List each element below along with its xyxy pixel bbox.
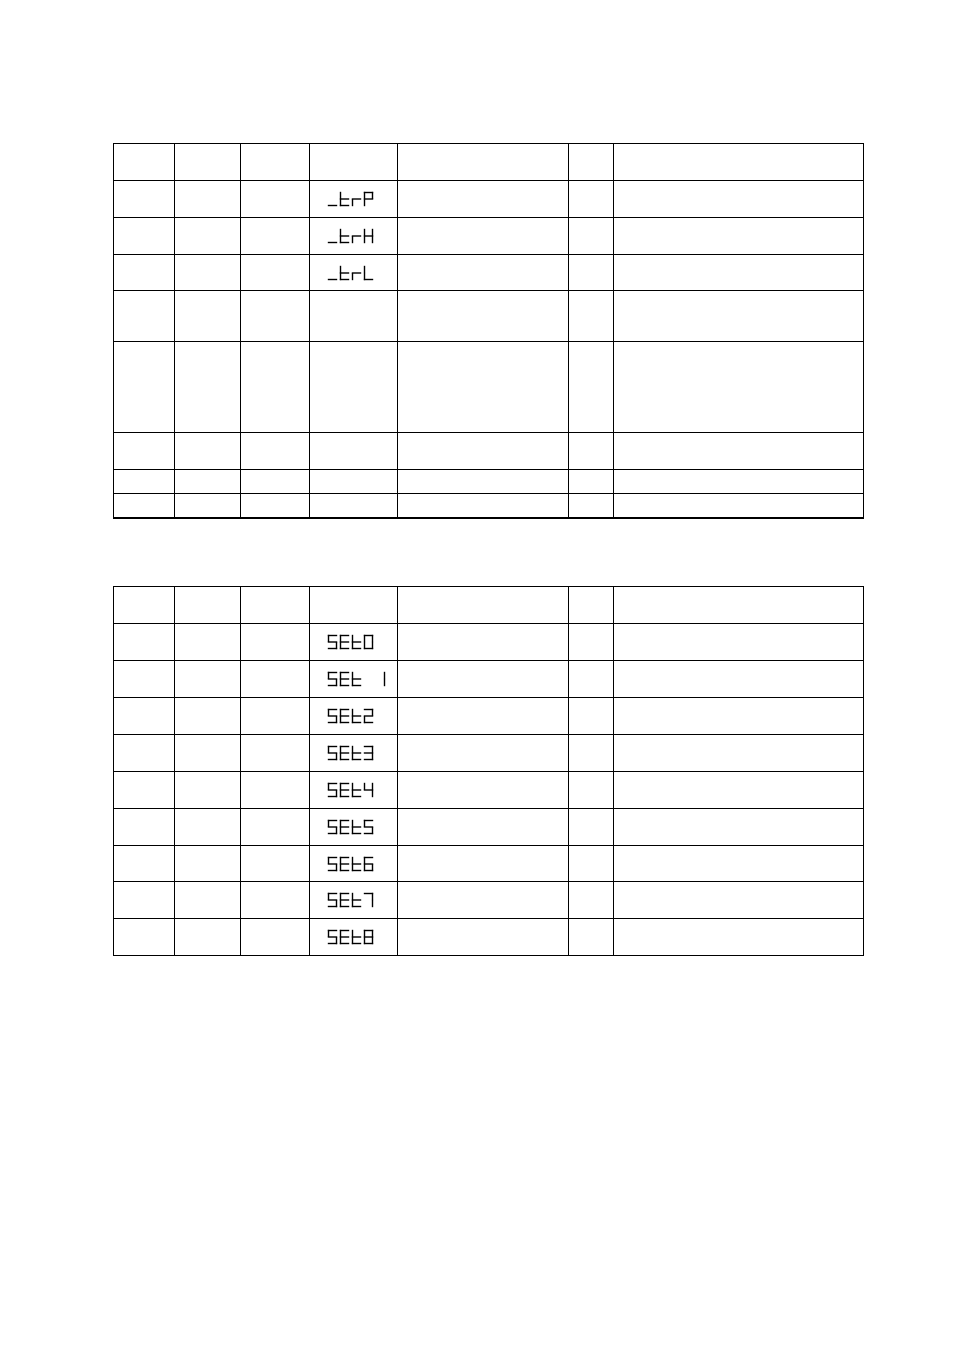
col-5-cell [398, 218, 569, 255]
table-row [114, 342, 864, 433]
col-5-cell [398, 809, 569, 846]
seven-segment-glyph [375, 671, 386, 687]
table-row [114, 624, 864, 661]
table-row [114, 291, 864, 342]
table-row [114, 470, 864, 494]
seven-segment-code [327, 856, 375, 872]
col-7-cell [614, 433, 864, 470]
display-code-cell [310, 218, 398, 255]
seven-segment-code [327, 819, 375, 835]
seven-segment-code [327, 671, 387, 687]
col-1-cell [114, 735, 175, 772]
display-code-cell [310, 433, 398, 470]
col-7-cell [614, 735, 864, 772]
seven-segment-glyph [327, 745, 338, 761]
seven-segment-glyph [339, 929, 350, 945]
col-2-cell [175, 587, 241, 624]
col-6-cell [569, 470, 614, 494]
col-1-cell [114, 772, 175, 809]
col-1-cell [114, 144, 175, 181]
seven-segment-glyph [327, 265, 338, 281]
col-1-cell [114, 624, 175, 661]
col-1-cell [114, 919, 175, 956]
col-6-cell [569, 809, 614, 846]
col-5-cell [398, 494, 569, 518]
display-code-cell [310, 624, 398, 661]
seven-segment-glyph [351, 634, 362, 650]
seven-segment-glyph [339, 782, 350, 798]
col-1-cell [114, 291, 175, 342]
col-6-cell [569, 624, 614, 661]
parameter-table-1 [113, 143, 864, 519]
col-6-cell [569, 772, 614, 809]
col-6-cell [569, 919, 614, 956]
seven-segment-code [327, 745, 375, 761]
display-code-cell [310, 882, 398, 919]
seven-segment-glyph [351, 819, 362, 835]
display-code-cell [310, 846, 398, 882]
col-6-cell [569, 342, 614, 433]
col-7-cell [614, 144, 864, 181]
col-2-cell [175, 218, 241, 255]
col-2-cell [175, 144, 241, 181]
table-row [114, 772, 864, 809]
col-3-cell [241, 624, 310, 661]
col-7-cell [614, 494, 864, 518]
table-2-body [114, 587, 864, 956]
table-row [114, 144, 864, 181]
col-5-cell [398, 624, 569, 661]
seven-segment-glyph [327, 819, 338, 835]
col-7-cell [614, 919, 864, 956]
col-2-cell [175, 919, 241, 956]
col-2-cell [175, 624, 241, 661]
table-row [114, 661, 864, 698]
col-5-cell [398, 433, 569, 470]
col-1-cell [114, 255, 175, 291]
col-6-cell [569, 494, 614, 518]
col-5-cell [398, 255, 569, 291]
col-3-cell [241, 772, 310, 809]
col-3-cell [241, 470, 310, 494]
col-6-cell [569, 661, 614, 698]
col-2-cell [175, 661, 241, 698]
seven-segment-glyph [363, 634, 374, 650]
seven-segment-code [327, 191, 375, 207]
col-1-cell [114, 846, 175, 882]
col-3-cell [241, 144, 310, 181]
seven-segment-glyph [351, 265, 362, 281]
seven-segment-glyph [339, 819, 350, 835]
seven-segment-code [327, 708, 375, 724]
col-5-cell [398, 342, 569, 433]
col-6-cell [569, 181, 614, 218]
table-row [114, 882, 864, 919]
table-row [114, 494, 864, 518]
table-row [114, 433, 864, 470]
col-1-cell [114, 661, 175, 698]
seven-segment-glyph [327, 671, 338, 687]
table-row [114, 846, 864, 882]
col-3-cell [241, 255, 310, 291]
col-5-cell [398, 181, 569, 218]
col-2-cell [175, 342, 241, 433]
col-3-cell [241, 809, 310, 846]
seven-segment-glyph [327, 634, 338, 650]
seven-segment-glyph [363, 892, 374, 908]
display-code-cell [310, 342, 398, 433]
display-code-cell [310, 735, 398, 772]
col-7-cell [614, 255, 864, 291]
col-7-cell [614, 470, 864, 494]
col-1-cell [114, 809, 175, 846]
col-7-cell [614, 882, 864, 919]
col-6-cell [569, 587, 614, 624]
col-1-cell [114, 698, 175, 735]
display-code-cell [310, 494, 398, 518]
col-2-cell [175, 255, 241, 291]
table-row [114, 698, 864, 735]
seven-segment-glyph [363, 671, 374, 687]
col-5-cell [398, 587, 569, 624]
seven-segment-glyph [351, 929, 362, 945]
col-5-cell [398, 882, 569, 919]
col-3-cell [241, 181, 310, 218]
table-row [114, 735, 864, 772]
seven-segment-glyph [339, 856, 350, 872]
seven-segment-code [327, 265, 375, 281]
seven-segment-glyph [339, 228, 350, 244]
col-2-cell [175, 882, 241, 919]
col-1-cell [114, 494, 175, 518]
col-3-cell [241, 433, 310, 470]
table-row [114, 181, 864, 218]
display-code-cell [310, 181, 398, 218]
col-1-cell [114, 470, 175, 494]
col-7-cell [614, 661, 864, 698]
col-6-cell [569, 698, 614, 735]
col-7-cell [614, 846, 864, 882]
col-6-cell [569, 218, 614, 255]
col-2-cell [175, 772, 241, 809]
seven-segment-glyph [351, 745, 362, 761]
seven-segment-glyph [363, 191, 374, 207]
seven-segment-glyph [327, 929, 338, 945]
seven-segment-glyph [327, 782, 338, 798]
col-5-cell [398, 772, 569, 809]
col-5-cell [398, 661, 569, 698]
seven-segment-glyph [351, 708, 362, 724]
col-1-cell [114, 882, 175, 919]
col-3-cell [241, 698, 310, 735]
col-6-cell [569, 255, 614, 291]
col-6-cell [569, 882, 614, 919]
col-5-cell [398, 698, 569, 735]
seven-segment-glyph [351, 671, 362, 687]
seven-segment-glyph [327, 191, 338, 207]
seven-segment-glyph [339, 745, 350, 761]
col-2-cell [175, 291, 241, 342]
col-3-cell [241, 882, 310, 919]
col-2-cell [175, 433, 241, 470]
col-6-cell [569, 291, 614, 342]
col-7-cell [614, 809, 864, 846]
seven-segment-glyph [339, 191, 350, 207]
seven-segment-glyph [363, 708, 374, 724]
col-3-cell [241, 494, 310, 518]
col-2-cell [175, 181, 241, 218]
display-code-cell [310, 470, 398, 494]
col-1-cell [114, 181, 175, 218]
col-7-cell [614, 587, 864, 624]
col-7-cell [614, 342, 864, 433]
col-2-cell [175, 494, 241, 518]
seven-segment-glyph [351, 228, 362, 244]
seven-segment-glyph [339, 265, 350, 281]
col-2-cell [175, 846, 241, 882]
col-6-cell [569, 846, 614, 882]
col-5-cell [398, 846, 569, 882]
seven-segment-glyph [363, 265, 374, 281]
display-code-cell [310, 809, 398, 846]
display-code-cell [310, 144, 398, 181]
col-2-cell [175, 698, 241, 735]
seven-segment-glyph [363, 782, 374, 798]
seven-segment-glyph [327, 892, 338, 908]
seven-segment-glyph [327, 708, 338, 724]
seven-segment-glyph [339, 708, 350, 724]
seven-segment-glyph [351, 892, 362, 908]
table-row [114, 218, 864, 255]
col-7-cell [614, 181, 864, 218]
col-5-cell [398, 291, 569, 342]
col-2-cell [175, 735, 241, 772]
parameter-table-2 [113, 586, 864, 956]
col-3-cell [241, 846, 310, 882]
seven-segment-glyph [327, 856, 338, 872]
col-6-cell [569, 144, 614, 181]
seven-segment-glyph [339, 634, 350, 650]
display-code-cell [310, 255, 398, 291]
seven-segment-glyph [339, 892, 350, 908]
col-7-cell [614, 698, 864, 735]
display-code-cell [310, 587, 398, 624]
col-3-cell [241, 587, 310, 624]
table-row [114, 255, 864, 291]
col-2-cell [175, 809, 241, 846]
col-7-cell [614, 624, 864, 661]
col-3-cell [241, 661, 310, 698]
display-code-cell [310, 919, 398, 956]
seven-segment-code [327, 634, 375, 650]
col-1-cell [114, 342, 175, 433]
seven-segment-glyph [351, 191, 362, 207]
display-code-cell [310, 291, 398, 342]
seven-segment-glyph [339, 671, 350, 687]
seven-segment-glyph [363, 228, 374, 244]
col-1-cell [114, 433, 175, 470]
seven-segment-code [327, 782, 375, 798]
display-code-cell [310, 772, 398, 809]
col-3-cell [241, 342, 310, 433]
col-7-cell [614, 291, 864, 342]
col-6-cell [569, 735, 614, 772]
seven-segment-code [327, 892, 375, 908]
seven-segment-glyph [363, 856, 374, 872]
seven-segment-glyph [363, 819, 374, 835]
table-row [114, 919, 864, 956]
col-1-cell [114, 587, 175, 624]
col-7-cell [614, 218, 864, 255]
col-3-cell [241, 218, 310, 255]
col-6-cell [569, 433, 614, 470]
col-7-cell [614, 772, 864, 809]
table-1-body [114, 144, 864, 518]
table-row [114, 587, 864, 624]
col-5-cell [398, 919, 569, 956]
seven-segment-glyph [351, 856, 362, 872]
col-1-cell [114, 218, 175, 255]
seven-segment-glyph [363, 929, 374, 945]
col-5-cell [398, 144, 569, 181]
seven-segment-glyph [363, 745, 374, 761]
seven-segment-code [327, 228, 375, 244]
col-2-cell [175, 470, 241, 494]
col-3-cell [241, 291, 310, 342]
seven-segment-code [327, 929, 375, 945]
seven-segment-glyph [327, 228, 338, 244]
seven-segment-glyph [351, 782, 362, 798]
col-3-cell [241, 735, 310, 772]
col-5-cell [398, 470, 569, 494]
display-code-cell [310, 661, 398, 698]
col-3-cell [241, 919, 310, 956]
table-row [114, 809, 864, 846]
col-5-cell [398, 735, 569, 772]
display-code-cell [310, 698, 398, 735]
